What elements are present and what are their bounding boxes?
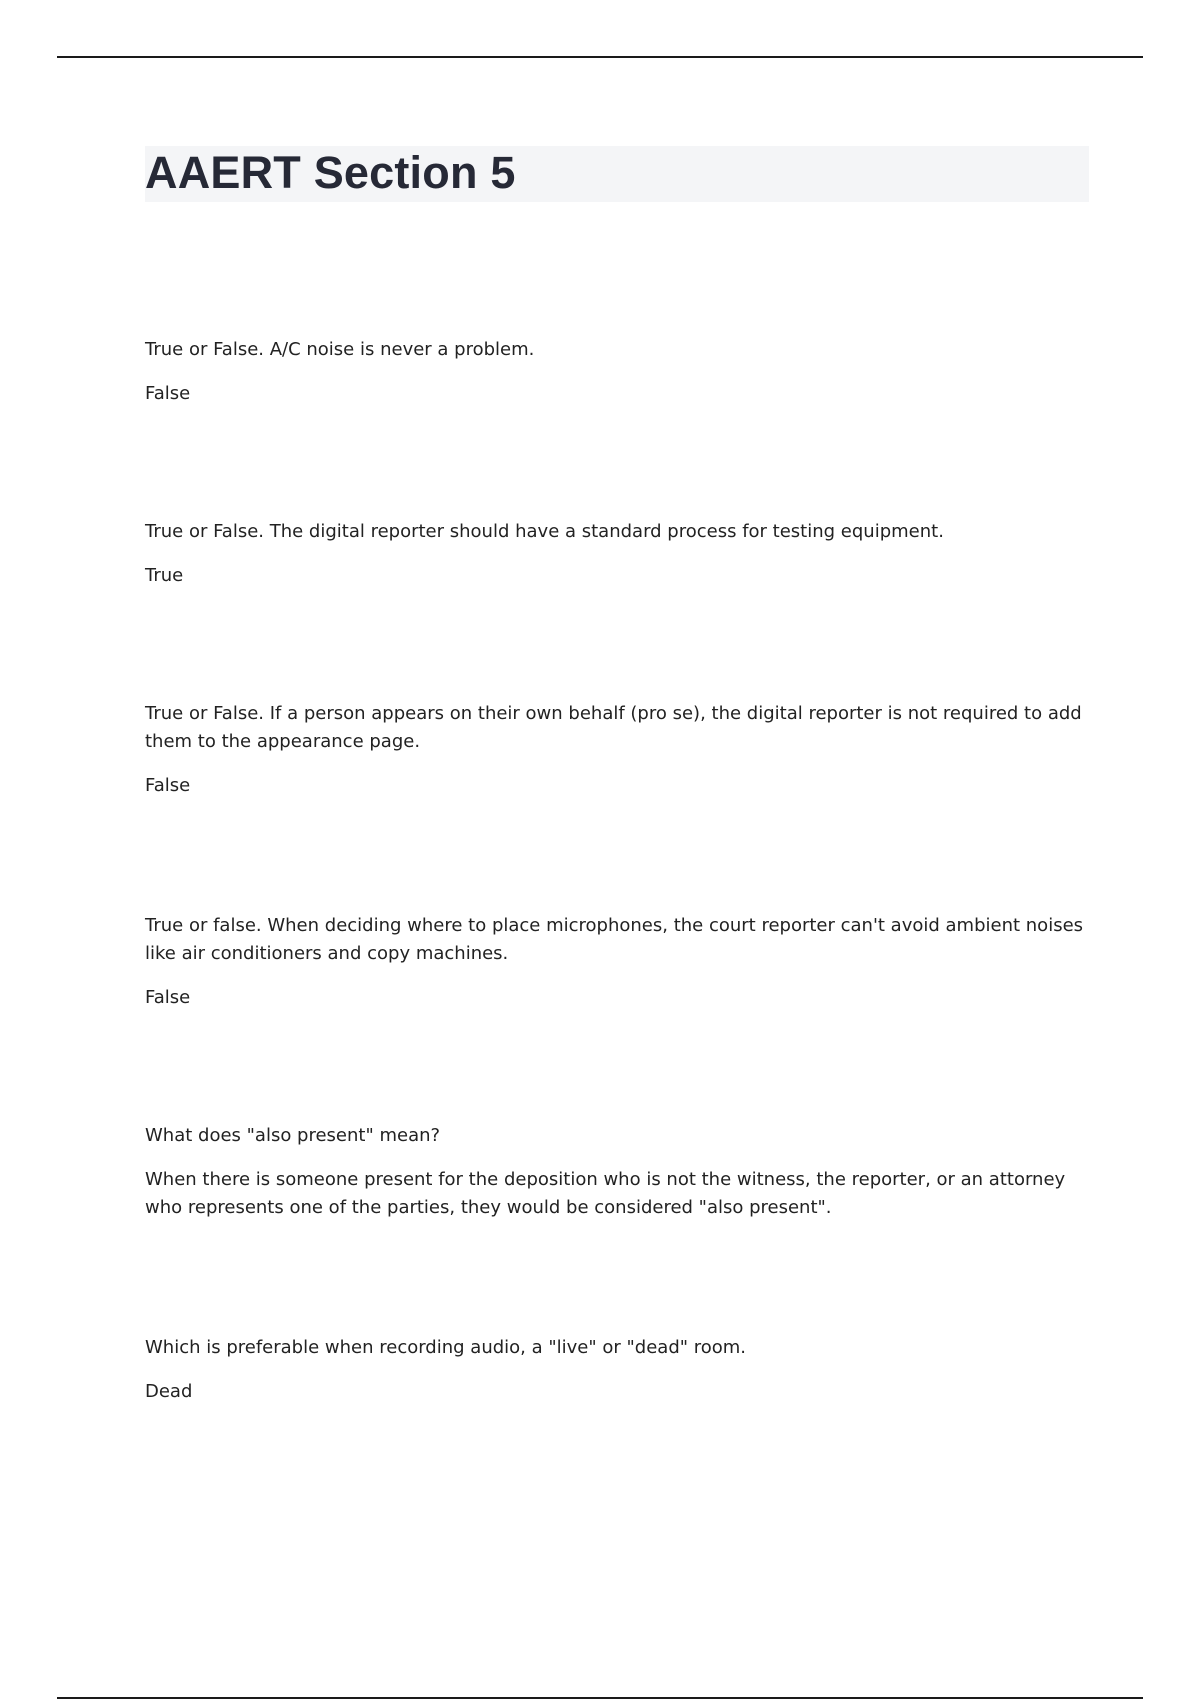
answer-text: False <box>145 775 191 796</box>
question-text: True or False. If a person appears on their own behalf (pro se), the digital reporter is not required to add them to the appearance page. <box>145 703 1082 752</box>
answer-text: False <box>145 987 191 1008</box>
top-divider <box>57 56 1143 58</box>
qa-item <box>145 700 1089 800</box>
question-text: Which is preferable when recording audio, a "live" or "dead" room. <box>145 1337 747 1358</box>
answer-text: True <box>145 565 184 586</box>
qa-item <box>145 1334 1089 1406</box>
qa-item <box>145 912 1089 1012</box>
answer-text: False <box>145 383 191 404</box>
question-text: What does "also present" mean? <box>145 1125 441 1146</box>
question-text: True or false. When deciding where to place microphones, the court reporter can't avoid ambient noises like air conditioners and copy machines. <box>145 915 1084 964</box>
answer-text: When there is someone present for the deposition who is not the witness, the reporter, or an attorney who represents one of the parties, they would be considered "also present". <box>145 1169 1066 1218</box>
bottom-divider <box>57 1697 1143 1699</box>
qa-item <box>145 518 1089 590</box>
question-text: True or False. The digital reporter should have a standard process for testing equipment. <box>145 521 944 542</box>
qa-item <box>145 336 1089 408</box>
question-text: True or False. A/C noise is never a problem. <box>145 339 535 360</box>
answer-text: Dead <box>145 1381 193 1402</box>
page-title: AAERT Section 5 <box>145 147 516 198</box>
title-band <box>145 146 1089 202</box>
qa-item <box>145 1122 1089 1222</box>
